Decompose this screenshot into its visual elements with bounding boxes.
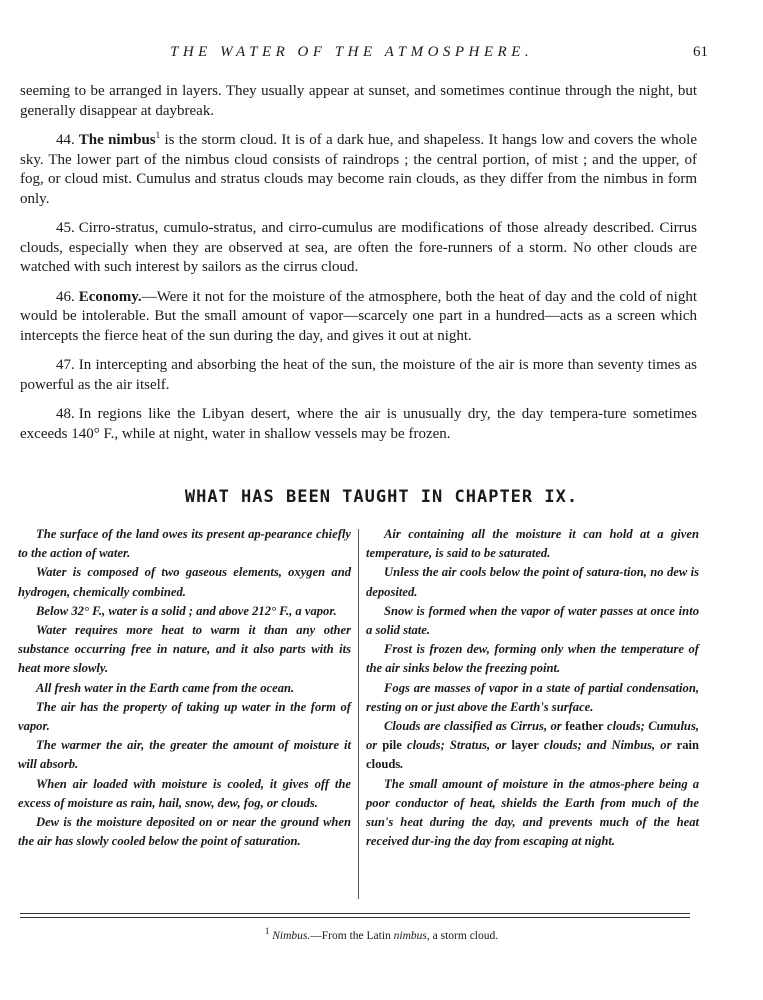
column-divider — [358, 529, 359, 899]
paragraph-text: In regions like the Libyan desert, where the air is unusually dry, the day tempera-ture sometimes exceeds 140° F., while at night, water in shallow vessels may be frozen. — [20, 406, 697, 442]
chapter-summary — [18, 525, 698, 910]
footnote-term: Nimbus. — [272, 930, 311, 942]
summary-statement: The small amount of moisture in the atmos-phere being a poor conductor of heat, shields the Earth from much of the sun's heat during the day, and prevents much of the heat received dur-ing the day from escaping at night. — [366, 776, 699, 849]
summary-left-column — [18, 525, 351, 851]
summary-statement: Water requires more heat to warm it than any other substance occurring free in nature, and it also parts with its heat more slowly. — [18, 623, 351, 676]
cloud-type-layer: layer — [511, 738, 539, 753]
running-title: THE WATER OF THE ATMOSPHERE. — [170, 44, 534, 60]
term-nimbus: The nimbus — [78, 132, 156, 148]
paragraph-45 — [20, 219, 697, 278]
paragraph-number: 47. — [56, 357, 75, 373]
summary-statement: The warmer the air, the greater the amount of moisture it will absorb. — [18, 738, 351, 772]
summary-statement: Unless the air cools below the point of satura-tion, no dew is deposited. — [366, 565, 699, 599]
summary-statement: The surface of the land owes its present ap-pearance chiefly to the action of water. — [18, 527, 351, 561]
footnote-rule — [20, 917, 690, 918]
statement-part: clouds; Cumulus, or — [366, 719, 699, 753]
body-text — [20, 82, 697, 454]
summary-statement: Snow is formed when the vapor of water passes at once into a solid state. — [366, 603, 699, 638]
summary-heading: WHAT HAS BEEN TAUGHT IN CHAPTER IX. — [184, 487, 579, 507]
paragraph-46 — [20, 288, 697, 347]
paragraph-text: —Were it not for the moisture of the atmosphere, both the heat of day and the cold of night would be intolerable. But the small amount of vapor—scarcely one part in a hundred—acts as a screen which intercepts the fierce heat of the sun during the day, and gives it out at night. — [20, 288, 697, 344]
summary-statement: All fresh water in the Earth came from the ocean. — [36, 680, 295, 695]
summary-statement: Water is composed of two gaseous elements, oxygen and hydrogen, chemically combined. — [18, 565, 351, 599]
statement-part: clouds; Stratus, or — [401, 738, 512, 753]
statement-part: . — [400, 757, 404, 772]
paragraph-44 — [20, 131, 697, 209]
paragraph-number: 46. — [56, 288, 75, 305]
paragraph-number: 44. — [56, 132, 75, 148]
term-economy: Economy. — [78, 288, 142, 305]
paragraph-text: In intercepting and absorbing the heat of the sun, the moisture of the air is more than seventy times as powerful as the air itself. — [20, 357, 697, 393]
statement-part: Clouds are classified as Cirrus, or — [384, 719, 566, 734]
footnote-text: —From the Latin — [310, 930, 394, 942]
statement-part: clouds; and Nimbus, or — [538, 738, 677, 753]
summary-statement: Air containing all the moisture it can hold at a given temperature, is said to be saturated. — [366, 527, 699, 561]
cloud-type-pile: pile — [382, 738, 402, 753]
footnote-rule — [20, 913, 690, 914]
summary-statement: The air has the property of taking up water in the form of vapor. — [18, 699, 351, 734]
running-head — [0, 44, 763, 68]
summary-statement: Frost is frozen dew, forming only when the temperature of the air sinks below the freezing point. — [366, 642, 699, 676]
paragraph-48 — [20, 405, 697, 444]
footnote-mark: 1 — [264, 926, 270, 937]
summary-right-column — [366, 525, 699, 851]
summary-statement: Fogs are masses of vapor in a state of partial condensation, resting on or just above the Earth's surface. — [366, 680, 699, 714]
paragraph-number: 48. — [56, 406, 75, 422]
summary-statement-clouds — [366, 717, 699, 775]
cloud-type-rain: rain clouds — [366, 738, 699, 772]
summary-statement: Below 32° F., water is a solid ; and above 212° F., a vapor. — [36, 603, 337, 618]
paragraph-text: Cirro-stratus, cumulo-stratus, and cirro-cumulus are modifications of those already described. Cirrus clouds, especially when they are observed at sea, are often the fore-runners of a storm. No other clouds are watched with such interest by sailors as the cirrus cloud. — [20, 220, 697, 275]
summary-statement: When air loaded with moisture is cooled, it gives off the excess of moisture as rain, hail, snow, dew, fog, or clouds. — [18, 776, 351, 810]
cloud-type-feather: feather — [565, 719, 604, 734]
footnote-text: , a storm cloud. — [426, 930, 499, 942]
paragraph-number: 45. — [56, 220, 75, 236]
summary-statement: Dew is the moisture deposited on or near the ground when the air has slowly cooled below the point of saturation. — [18, 815, 351, 849]
footnote-marker: 1 — [155, 130, 161, 140]
paragraph-text: is the storm cloud. It is of a dark hue, and shapeless. It hangs low and covers the whole sky. The lower part of the nimbus cloud consists of raindrops ; the central portion, of mist ; and the upper, of fog, or cloud mist. Cumulus and stratus clouds may become rain clouds, as they differ from the nimbus in form only. — [20, 132, 697, 207]
page-number: 61 — [693, 44, 708, 60]
paragraph-continued: seeming to be arranged in layers. They usually appear at sunset, and sometimes continue through the night, but generally disappear at daybreak. — [20, 83, 697, 119]
paragraph-47 — [20, 356, 697, 395]
footnote-latin: nimbus — [393, 930, 427, 942]
footnote — [0, 926, 763, 942]
